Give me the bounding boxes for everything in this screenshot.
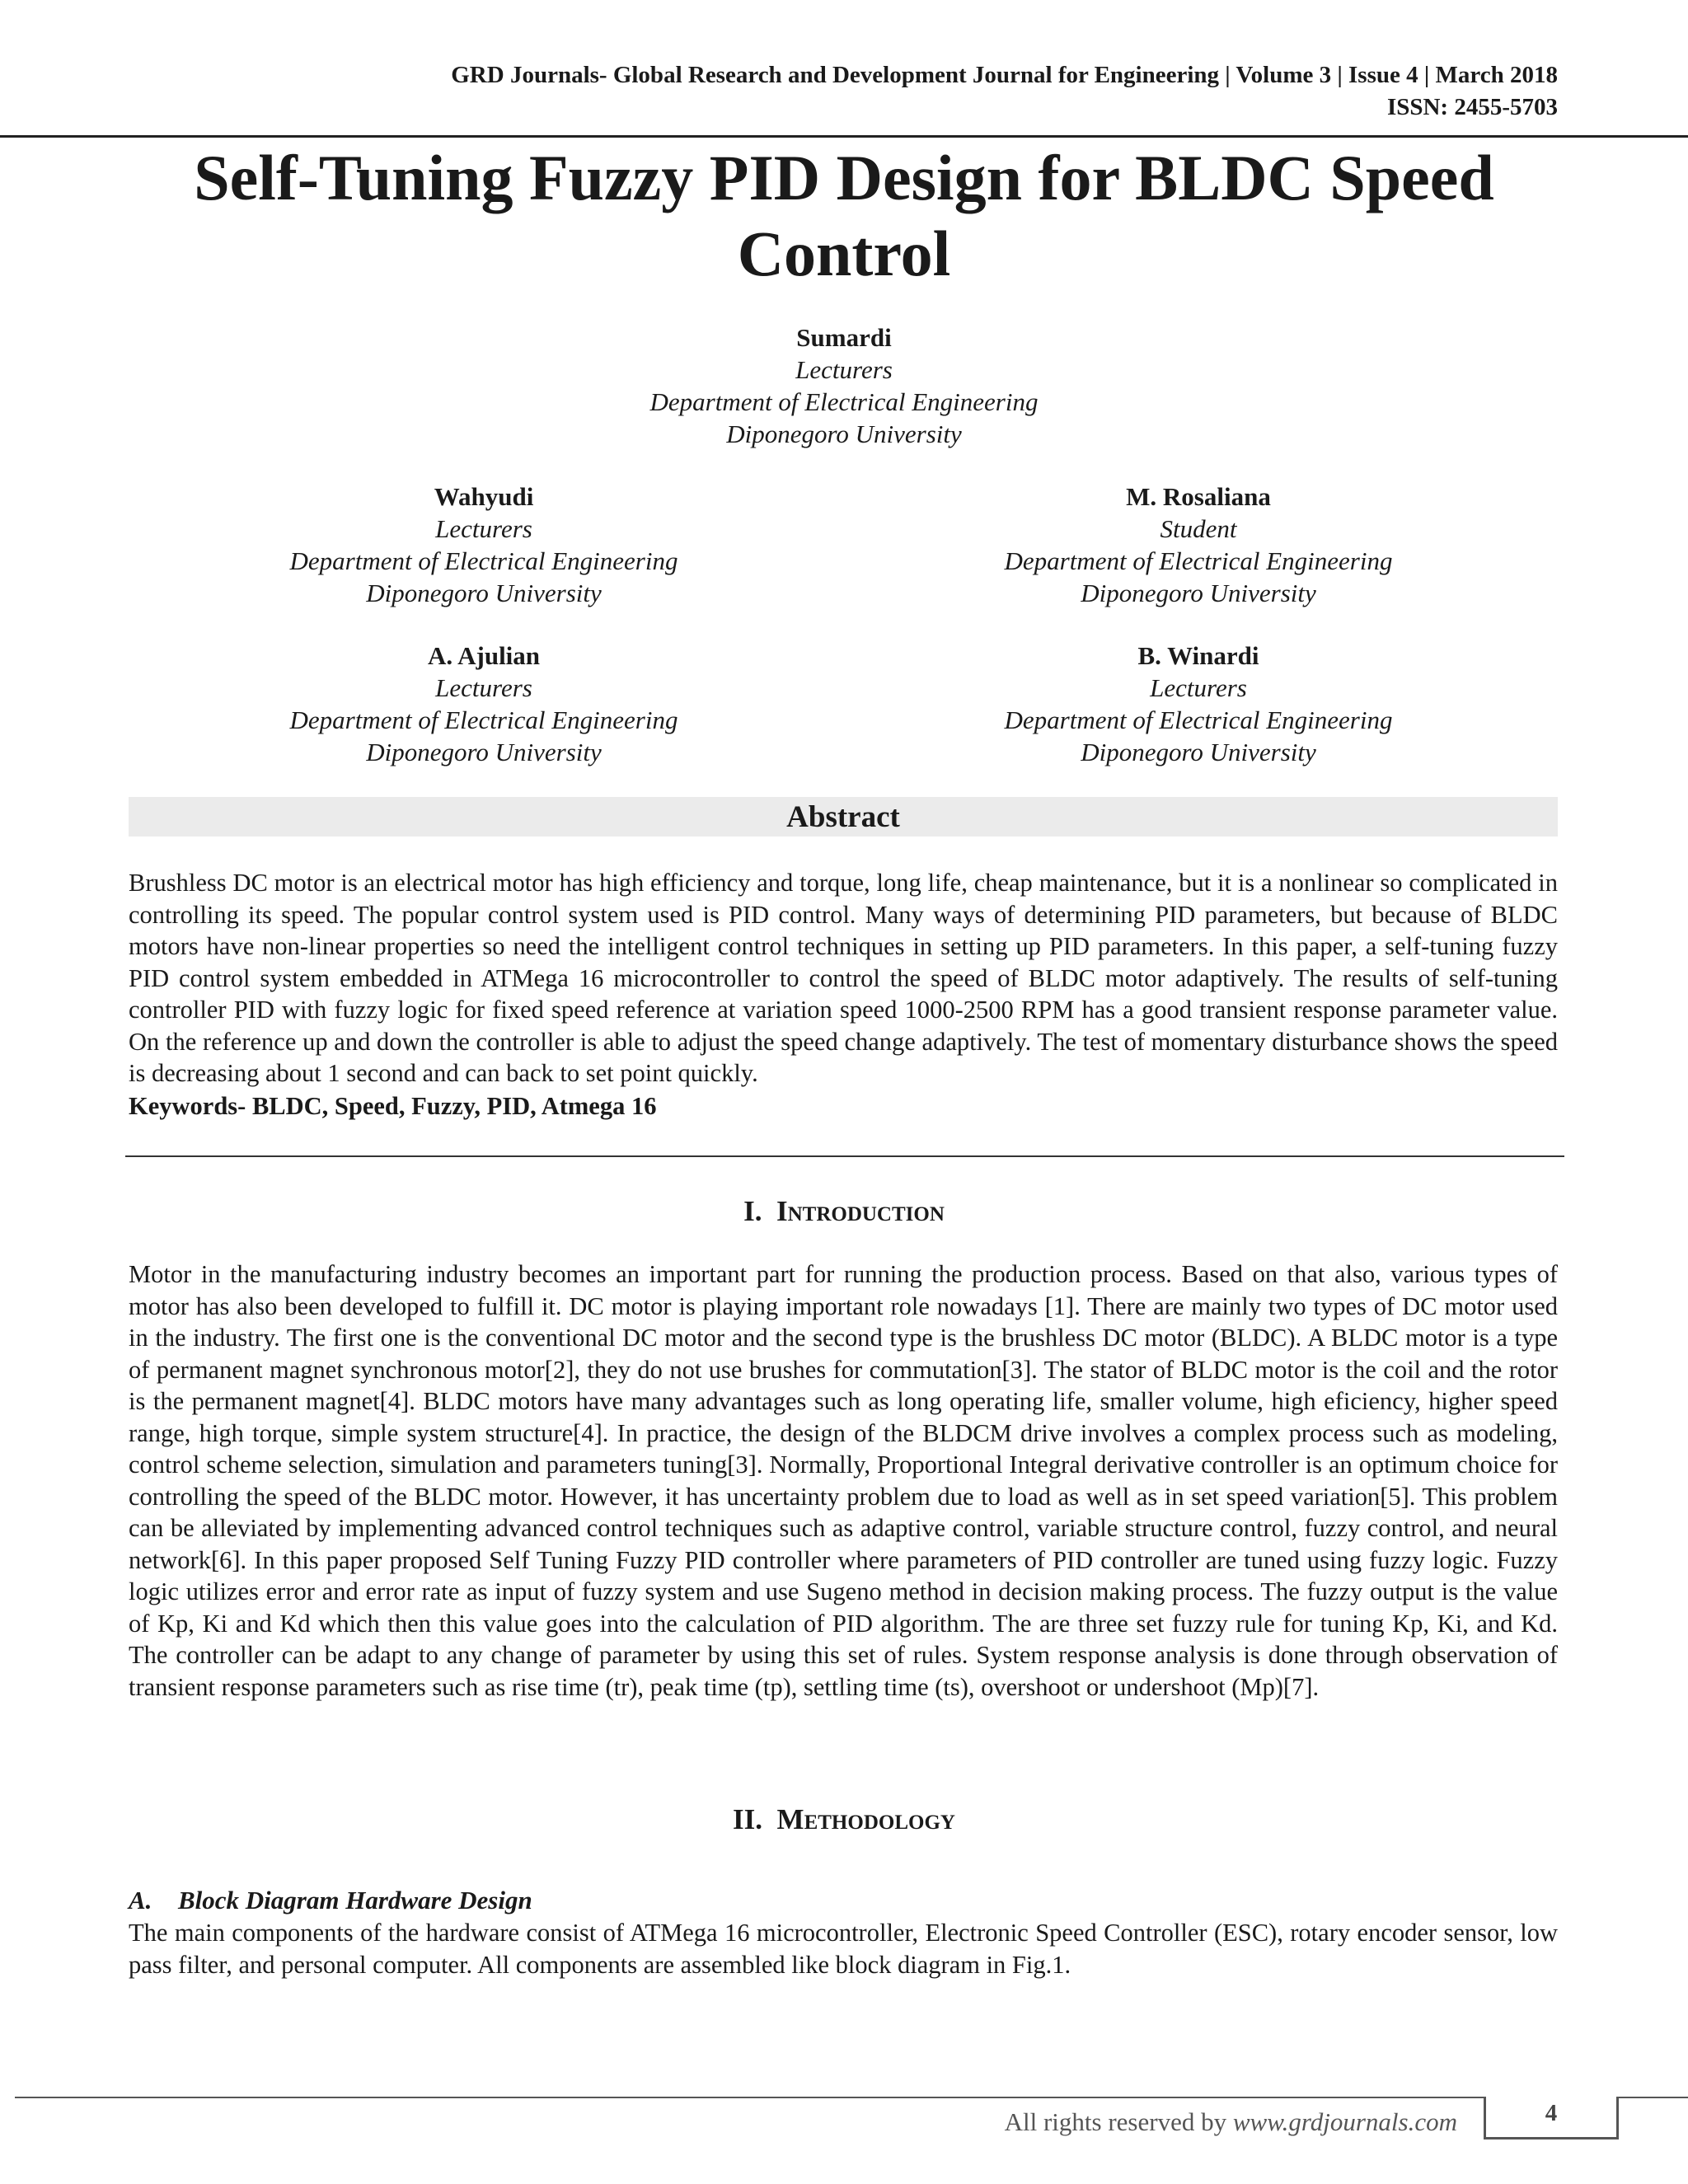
page-number: 4 [1545, 2100, 1558, 2126]
author-university: Diponegoro University [1081, 579, 1316, 607]
author-name: Wahyudi [434, 482, 534, 511]
subsection-number: A. [129, 1886, 152, 1915]
author-role: Lecturers [795, 355, 893, 384]
author-block-2 [195, 480, 772, 609]
subsection-heading [129, 1885, 532, 1916]
running-header [451, 59, 1558, 124]
author-block-4 [195, 640, 772, 768]
author-department: Department of Electrical Engineering [1004, 546, 1393, 575]
paper-title: Self-Tuning Fuzzy PID Design for BLDC Speed Control [194, 142, 1494, 289]
section-heading-introduction [0, 1193, 1688, 1230]
footer-copyright [1005, 2106, 1457, 2139]
author-department: Department of Electrical Engineering [649, 387, 1039, 416]
methodology-text: The main components of the hardware consist of ATMega 16 microcontroller, Electronic Speed Controller (ESC), rotary encoder sensor, low pass filter, and personal computer. All components are assembled like block diagram in Fig.1. [129, 1919, 1558, 1979]
keywords: Keywords- BLDC, Speed, Fuzzy, PID, Atmega 16 [129, 1092, 657, 1120]
section-heading-methodology [0, 1802, 1688, 1838]
section-number: I. [743, 1195, 762, 1227]
author-name: B. Winardi [1137, 641, 1259, 670]
section-number: II. [733, 1803, 763, 1835]
journal-line: GRD Journals- Global Research and Development Journal for Engineering | Volume 3 | Issue 4 | March 2018 [451, 62, 1558, 88]
page-number-box-rule [1619, 2097, 1688, 2098]
author-name: Sumardi [796, 323, 892, 352]
author-university: Diponegoro University [1081, 738, 1316, 766]
author-university: Diponegoro University [366, 579, 602, 607]
abstract-text: Brushless DC motor is an electrical motor has high efficiency and torque, long life, cheap maintenance, but it is a nonlinear so complicated in controlling its speed. The popular control system used is PID control. Many ways of determining PID parameters, but because of BLDC motors have non-linear properties so need the intelligent control techniques in setting up PID parameters. In this paper, a self-tuning fuzzy PID control system embedded in ATMega 16 microcontroller to control the speed of BLDC motor adaptively. The results of self-tuning controller PID with fuzzy logic for fixed speed reference at variation speed 1000-2500 RPM has a good transient response parameter value. On the reference up and down the controller is able to adjust the speed change adaptively. The test of momentary disturbance shows the speed is decreasing about 1 second and can back to set point quickly. [129, 869, 1558, 1087]
footer-prefix: All rights reserved by [1004, 2107, 1233, 2136]
author-block-3 [910, 480, 1487, 609]
author-role: Lecturers [435, 673, 532, 702]
abstract-divider [125, 1155, 1564, 1157]
section-title: Methodology [776, 1803, 955, 1835]
issn: ISSN: 2455-5703 [1386, 94, 1558, 120]
footer-rule [15, 2097, 1485, 2098]
author-name: A. Ajulian [427, 641, 541, 670]
subsection-title: Block Diagram Hardware Design [178, 1886, 532, 1915]
header-rule [0, 135, 1688, 138]
author-role: Lecturers [435, 514, 532, 543]
author-block-1 [556, 321, 1132, 450]
author-university: Diponegoro University [366, 738, 602, 766]
section-title: Introduction [776, 1195, 945, 1227]
author-name: M. Rosaliana [1126, 482, 1271, 511]
introduction-text: Motor in the manufacturing industry becomes an important part for running the production process. Based on that also, various types of motor has also been developed to fulfill it. DC motor is playing important role nowadays [1]. There are mainly two types of DC motor used in the industry. The first one is the conventional DC motor and the second type is the brushless DC motor (BLDC). A BLDC motor is a type of permanent magnet synchronous motor[2], they do not use brushes for commutation[3]. The stator of BLDC motor is the coil and the rotor is the permanent magnet[4]. BLDC motors have many advantages such as long operating life, smaller volume, high eficiency, higher speed range, high torque, simple system structure[4]. In practice, the design of the BLDCM drive involves a complex process such as modeling, control scheme selection, simulation and parameters tuning[3]. Normally, Proportional Integral derivative controller is an optimum choice for controlling the speed of the BLDC motor. However, it has uncertainty problem due to load as well as in set speed variation[5]. This problem can be alleviated by implementing advanced control techniques such as adaptive control, variable structure control, fuzzy control, and neural network[6]. In this paper proposed Self Tuning Fuzzy PID controller where parameters of PID controller are tuned using fuzzy logic. Fuzzy logic utilizes error and error rate as input of fuzzy system and use Sugeno method in decision making process. The fuzzy output is the value of Kp, Ki and Kd which then this value goes into the calculation of PID algorithm. The are three set fuzzy rule for tuning Kp, Ki, and Kd. The controller can be adapt to any change of parameter by using this set of rules. System response analysis is done through observation of transient response parameters such as rise time (tr), peak time (tp), settling time (ts), overshoot or undershoot (Mp)[7]. [129, 1260, 1558, 1701]
author-block-5 [910, 640, 1487, 768]
author-university: Diponegoro University [726, 419, 962, 448]
author-role: Lecturers [1150, 673, 1247, 702]
author-department: Department of Electrical Engineering [289, 705, 678, 734]
author-department: Department of Electrical Engineering [1004, 705, 1393, 734]
author-role: Student [1160, 514, 1237, 543]
abstract-heading: Abstract [129, 797, 1558, 837]
author-department: Department of Electrical Engineering [289, 546, 678, 575]
footer-site-link[interactable]: www.grdjournals.com [1232, 2107, 1457, 2136]
